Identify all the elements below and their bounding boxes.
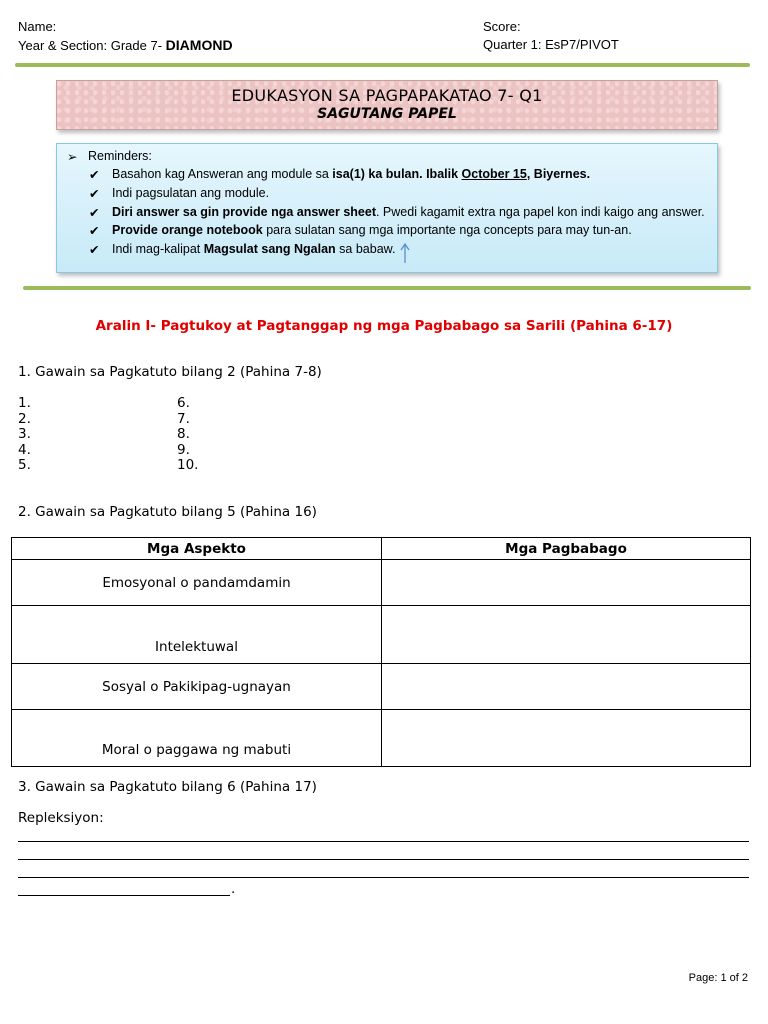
table-row (12, 606, 751, 664)
year-section (18, 37, 233, 53)
check-icon: ✔ (89, 243, 100, 257)
check-icon: ✔ (89, 168, 100, 182)
col-header-aspekto: Mga Aspekto (12, 538, 382, 560)
page-subtitle: SAGUTANG PAPEL (317, 106, 457, 122)
answer-line[interactable] (18, 895, 230, 896)
score-label: Score: (483, 19, 521, 34)
name-label: Name: (18, 19, 57, 34)
answer-number: 8. (177, 426, 190, 442)
aspects-table (11, 537, 751, 767)
q1-right-list (177, 396, 198, 474)
answer-number: 3. (18, 426, 31, 442)
q2-title: 2. Gawain sa Pagkatuto bilang 5 (Pahina 16) (18, 504, 317, 520)
reminder-item-3: Diri answer sa gin provide nga answer sheet. Pwedi kagamit extra nga papel kon indi kaigo ang answer. (112, 205, 705, 219)
answer-line[interactable] (18, 841, 749, 842)
check-icon: ✔ (89, 206, 100, 220)
page-title: EDUKASYON SA PAGPAPAKATAO 7- Q1 (231, 86, 543, 105)
answer-number: 5. (18, 457, 31, 473)
aspect-cell: Moral o paggawa ng mabuti (12, 710, 382, 767)
answer-number: 4. (18, 441, 31, 458)
year-label: Year & Section: Grade 7- (18, 38, 166, 53)
answer-cell[interactable] (382, 710, 751, 767)
answer-number: 10. (177, 457, 199, 473)
table-row (12, 560, 751, 606)
answer-line[interactable] (18, 877, 749, 878)
check-icon: ✔ (89, 187, 100, 201)
reminders-box (56, 143, 718, 273)
section-name: DIAMOND (165, 37, 233, 53)
lesson-title: Aralin I- Pagtukoy at Pagtanggap ng mga Pagbabago sa Sarili (Pahina 6-17) (95, 318, 673, 334)
page-number: Page: 1 of 2 (688, 972, 748, 984)
reminder-item-5: Indi mag-kalipat Magsulat sang Ngalan sa babaw. (112, 242, 396, 256)
arrow-up-icon (400, 242, 410, 264)
title-box (56, 80, 718, 130)
answer-number: 1. (18, 395, 31, 411)
reminder-item-4: Provide orange notebook para sulatan sang mga importante nga concepts para may tun-an. (112, 223, 632, 237)
col-header-pagbabago: Mga Pagbabago (382, 538, 751, 560)
answer-number: 2. (18, 410, 31, 427)
reminder-item-1: Basahon kag Answeran ang module sa isa(1) ka bulan. Ibalik October 15, Biyernes. (112, 167, 591, 181)
answer-line[interactable] (18, 859, 749, 860)
answer-cell[interactable] (382, 664, 751, 710)
divider-bottom (23, 286, 751, 290)
reflection-label: Repleksiyon: (18, 810, 104, 826)
aspect-cell: Emosyonal o pandamdamin (12, 560, 382, 606)
answer-cell[interactable] (382, 560, 751, 606)
answer-number: 6. (177, 395, 190, 411)
q1-title: 1. Gawain sa Pagkatuto bilang 2 (Pahina 7-8) (18, 364, 322, 380)
answer-cell[interactable] (382, 606, 751, 664)
aspect-cell: Intelektuwal (12, 606, 382, 664)
divider-top (15, 63, 750, 67)
check-icon: ✔ (89, 224, 100, 238)
arrow-bullet-icon: ➢ (67, 150, 78, 164)
table-row (12, 664, 751, 710)
reminder-item-2: Indi pagsulatan ang module. (112, 186, 270, 200)
q3-title: 3. Gawain sa Pagkatuto bilang 6 (Pahina 17) (18, 779, 317, 795)
answer-number: 9. (177, 441, 190, 458)
end-period: . (231, 881, 236, 897)
answer-number: 7. (177, 410, 190, 427)
quarter-label: Quarter 1: EsP7/PIVOT (483, 37, 619, 52)
reminders-heading: Reminders: (88, 149, 152, 163)
table-header-row (12, 538, 751, 560)
aspect-cell: Sosyal o Pakikipag-ugnayan (12, 664, 382, 710)
table-row (12, 710, 751, 767)
q1-left-list (18, 396, 31, 474)
